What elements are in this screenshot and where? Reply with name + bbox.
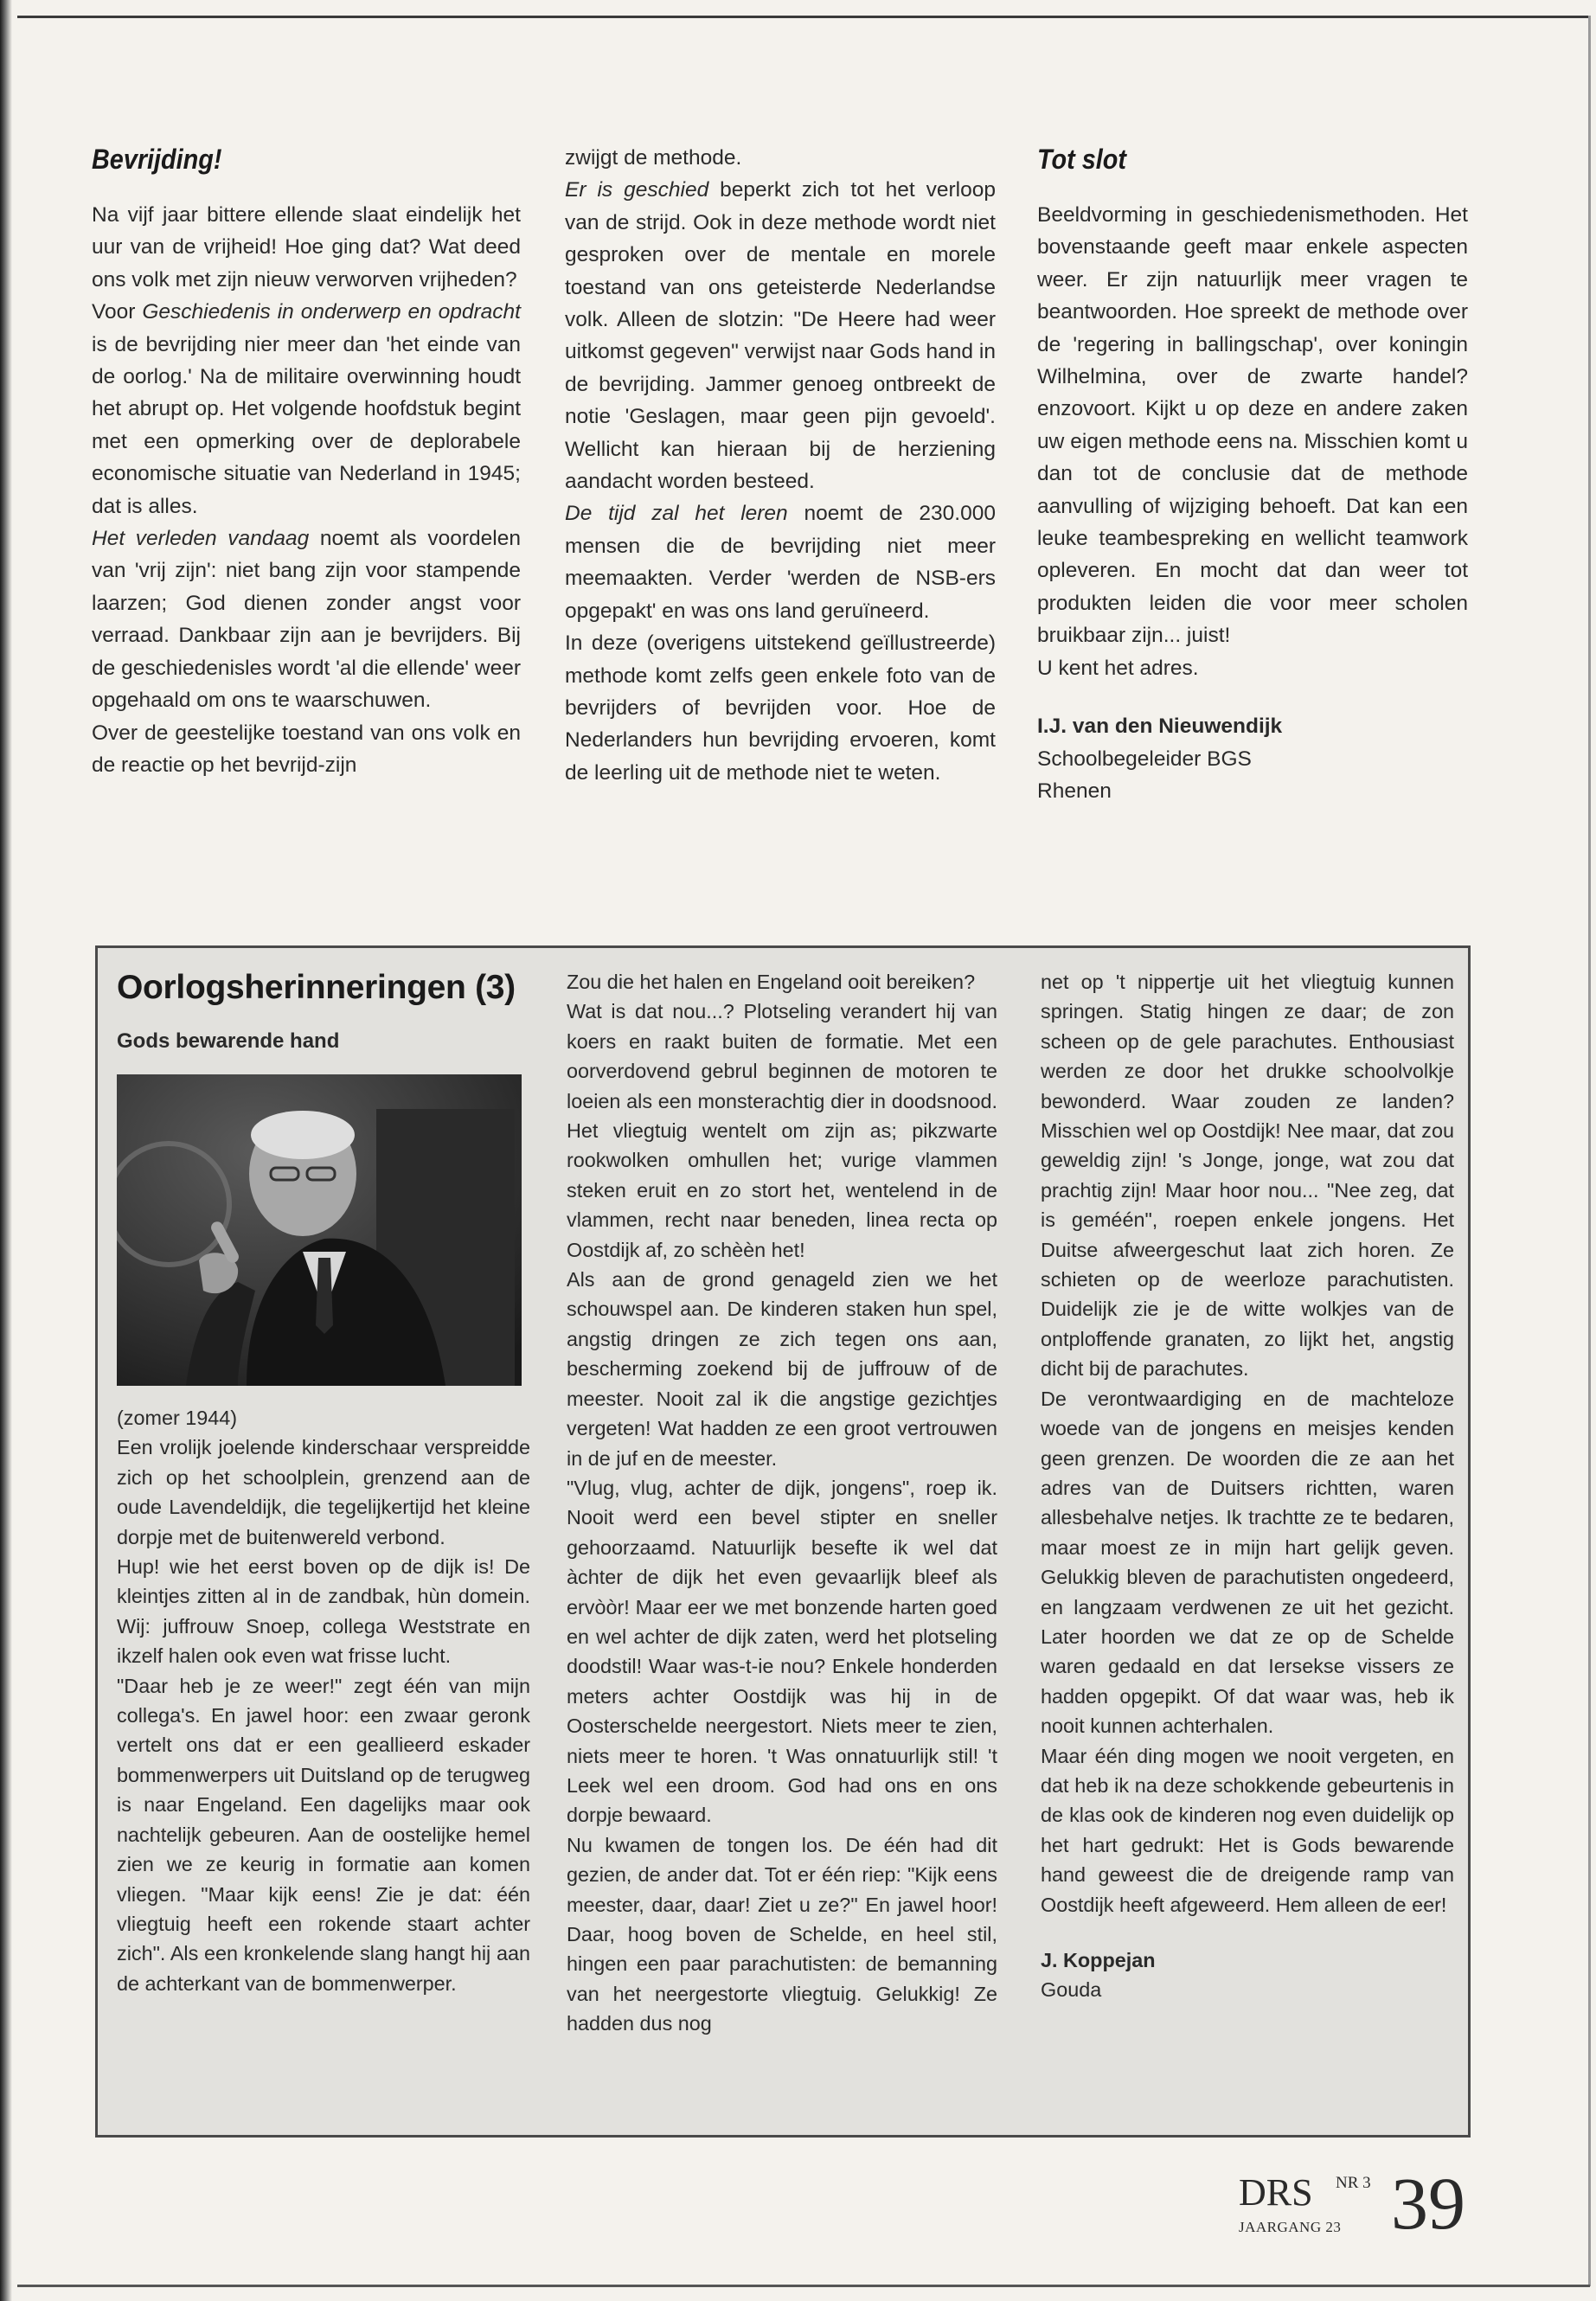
paragraph: Beeldvorming in geschiedenismethoden. Het bovenstaande geeft maar enkele aspecten weer. Er zijn natuurlijk meer vragen te beantwoorden. Hoe spreekt de methode over de 'regering in ballingschap', over koningin Wilhelmina, over de zwarte handel? enzovoort. Kijkt u op deze en andere zaken uw eigen methode eens na. Misschien komt u dan tot de conclusie dat de methode aanvulling of wijziging behoeft. Dat kan een leuke teambespreking en wellicht teamwork opleveren. En mocht dat dan weer tot produkten leiden die voor meer scholen bruikbaar zijn... juist!: [1037, 203, 1468, 648]
paragraph-lead: Voor: [92, 300, 143, 324]
paragraph: Maar één ding mogen we nooit vergeten, en dat heb ik na deze schokkende gebeurtenis in de klas ook de kinderen nog even duidelijk op het hart gedrukt: Het is Gods bewarende hand geweest die de dreigende ramp van Oostdijk heeft afgeweerd. Hem alleen de eer!: [1041, 1744, 1454, 1916]
author-name: I.J. van den Nieuwendijk: [1037, 715, 1283, 739]
article-column-2: [565, 142, 996, 789]
paragraph-text: beperkt zich tot het verloop van de strijd. Ook in deze methode wordt niet gesproken over de mentale en morele toestand van ons geteisterde Nederlandse volk. Alleen de slotzin: "De Heere had weer uitkomst gegeven" verwijst naar Gods hand in de bevrijding. Jammer genoeg ontbreekt de notie 'Geslagen, maar geen pijn gevoeld'. Wellicht kan hieraan bij de herziening aandacht worden besteed.: [565, 178, 996, 494]
portrait-photo-graphic: [117, 1074, 522, 1386]
scan-edge: [17, 2285, 1590, 2287]
boxed-article: [95, 945, 1471, 2138]
paragraph: Nu kwamen de tongen los. De één had dit gezien, de ander dat. Tot er één riep: "Kijk eens meester, daar, daar! Ziet u ze?" En jawel hoor! Daar, hoog boven de Schelde, en heel stil, hingen een paar parachutisten: de bemanning van het neergestorte vliegtuig. Gelukkig! Ze hadden dus nog: [567, 1833, 997, 2035]
paragraph: Als aan de grond genageld zien we het schouwspel aan. De kinderen staken hun spel, angstig dringen ze zich tegen ons aan, bescherming zoekend bij de juffrouw of de meester. Nooit zal ik die angstige gezichtjes vergeten! Wat hadden ze een groot vertrouwen in de juf en de meester.: [567, 1268, 997, 1470]
author-name: J. Koppejan: [1041, 1949, 1156, 1971]
paragraph-text: is de bevrijding nier meer dan 'het einde van de oorlog.' Na de militaire overwinning houdt het abrupt op. Het volgende hoofdstuk begint met een opmerking over de deplorabele economische situatie van Nederland in 1945; dat is alles.: [92, 332, 521, 518]
photo-caption: (zomer 1944): [117, 1407, 238, 1429]
paragraph: "Vlug, vlug, achter de dijk, jongens", roep ik. Nooit werd een bevel stipter en sneller gehoorzaamd. Natuurlijk besefte ik wel dat àchter de dijk het even gevaarlijk bleef als ervòòr! Maar eer we met bonzende harten goed en wel achter de dijk zaten, werd het plotseling doodstil! Waar was-t-ie nou? Enkele honderden meters achter Oostdijk was hij in de Oosterschelde neergestort. Niets meer te zien, niets meer te horen. 't Was onnatuurlijk stil! 't Leek wel een droom. God had ons en ons dorpje bewaard.: [567, 1476, 997, 1827]
paragraph-text: noemt de 230.000 mensen die de bevrijding niet meer meemaakten. Verder 'werden de NSB-ers opgepakt' en was ons land geruïneerd.: [565, 502, 996, 623]
box-column-3: [1041, 967, 1454, 2005]
page-masthead: [1235, 2162, 1486, 2247]
paragraph: De verontwaardiging en de machteloze woede van de jongens en meisjes kenden geen grenzen. De woorden die ze aan het adres van de Duitsers richtten, waren allesbehalve netjes. Ik trachtte ze te bedaren, maar moest ze in mijn hart gelijk geven. Gelukkig bleven de parachutisten ongedeerd, en langzaam verdwenen ze uit het gezicht. Later hoorden we dat ze op de Schelde waren gedaald en dat Iersekse vissers ze hadden opgepikt. Of dat waar was, heb ik nooit kunnen achterhalen.: [1041, 1387, 1454, 1738]
method-title: De tijd zal het leren: [565, 502, 788, 526]
author-role: Schoolbegeleider BGS: [1037, 747, 1252, 771]
article-title: Oorlogsherinneringen (3): [117, 969, 516, 1006]
paragraph: [92, 522, 521, 716]
paragraph: Een vrolijk joelende kinderschaar verspreidde zich op het schoolplein, grenzend aan de oude Lavendeldijk, die tegelijkertijd het kleine dorpje met de buitenwereld verbond.: [117, 1436, 530, 1548]
paragraph: Zou die het halen en Engeland ooit bereiken?: [567, 971, 976, 993]
paragraph: Over de geestelijke toestand van ons volk en de reactie op het bevrijd-zijn: [92, 721, 521, 777]
method-title: Er is geschied: [565, 178, 709, 202]
paragraph: Hup! wie het eerst boven op de dijk is! De kleintjes zitten al in de zandbak, hùn domein. Wij: juffrouw Snoep, collega Weststrate en ikzelf halen ook even wat frisse lucht.: [117, 1555, 530, 1668]
scan-edge: [1588, 16, 1591, 2286]
method-title: Het verleden vandaag: [92, 527, 310, 551]
section-heading-tot-slot: Tot slot: [1037, 144, 1126, 175]
paragraph: Na vijf jaar bittere ellende slaat eindelijk het uur van de vrijheid! Hoe ging dat? Wat deed ons volk met zijn nieuw verworven vrijheden?: [92, 203, 521, 292]
paragraph: Wat is dat nou...? Plotseling verandert hij van koers en raakt buiten de formatie. Met een oorverdovend gebrul beginnen de motoren te loeien als een monsterachtig dier in doodsnood. Het vliegtuig wentelt om zijn as; pikzwarte rookwolken omhullen het; vurige vlammen steken eruit en zo stort het, wentelend in de vlammen, recht naar beneden, linea recta op Oostdijk af, zo schèèn het!: [567, 1000, 997, 1261]
paragraph: In deze (overigens uitstekend geïllustreerde) methode komt zelfs geen enkele foto van de bevrijders of bevrijden voor. Hoe de Nederlanders hun bevrijding ervoeren, komt de leerling uit de methode niet te weten.: [565, 631, 996, 785]
paragraph: zwijgt de methode.: [565, 146, 742, 170]
masthead-name: DRS: [1239, 2171, 1313, 2214]
masthead-issue: NR 3: [1336, 2174, 1371, 2192]
paragraph: [92, 296, 521, 522]
paragraph-text: noemt als voordelen van 'vrij zijn': niet bang zijn voor stampende laarzen; God dienen zonder angst voor verraad. Dankbaar zijn aan je bevrijders. Bij de geschiedenisles wordt 'al die ellende' weer opgehaald om ons te waarschuwen.: [92, 527, 521, 713]
article-column-3: [1037, 142, 1468, 807]
scan-edge: [0, 0, 12, 2301]
box-column-2: [567, 967, 997, 2039]
paragraph: U kent het adres.: [1037, 656, 1199, 680]
method-title: Geschiedenis in onderwerp en opdracht: [142, 300, 521, 324]
author-signature: [1041, 1945, 1454, 2005]
paragraph: net op 't nippertje uit het vliegtuig kunnen springen. Statig hingen ze daar; de zon scheen op de gele parachutes. Enthousiast werden ze door het drukke schoolvolkje bewonderd. Waar zouden ze landen? Misschien wel op Oostdijk! Nee maar, dat zou geweldig zijn! 's Jonge, jonge, wat zou dat prachtig zijn! Maar hoor nou... "Nee zeg, dat is geméén", roepen enkele jongens. Het Duitse afweergeschut laat zich horen. Ze schieten op de weerloze parachutisten. Duidelijk zie je de witte wolkjes van de ontploffende granaten, zo lijkt het, angstig dicht bij de parachutes.: [1041, 971, 1454, 1381]
author-place: Gouda: [1041, 1978, 1102, 2002]
author-signature: [1037, 710, 1468, 807]
paragraph: [565, 497, 996, 627]
box-column-1: [117, 967, 530, 1998]
masthead-volume: JAARGANG 23: [1239, 2219, 1342, 2235]
article-column-1: [92, 142, 521, 781]
paragraph: "Daar heb je ze weer!" zegt één van mijn collega's. En jawel hoor: een zwaar geronk vertelt ons dat er een geallieerd eskader bommenwerpers uit Duitsland op de terugweg is naar Engeland. Een dagelijks maar ook nachtelijk gebeuren. Aan de oostelijke hemel zien we ze keurig in formatie aan komen vliegen. "Maar kijk eens! Zie je dat: één vliegtuig heeft een rokende staart achter zich". Als een kronkelende slang hangt hij aan de achterkant van de bommenwerper.: [117, 1674, 530, 1995]
section-heading-bevrijding: Bevrijding!: [92, 144, 222, 175]
portrait-photo: [117, 1074, 522, 1386]
article-subtitle: Gods bewarende hand: [117, 1029, 340, 1053]
scan-edge: [17, 16, 1590, 18]
author-place: Rhenen: [1037, 779, 1112, 803]
page-number: 39: [1391, 2162, 1465, 2245]
paragraph: [565, 174, 996, 497]
